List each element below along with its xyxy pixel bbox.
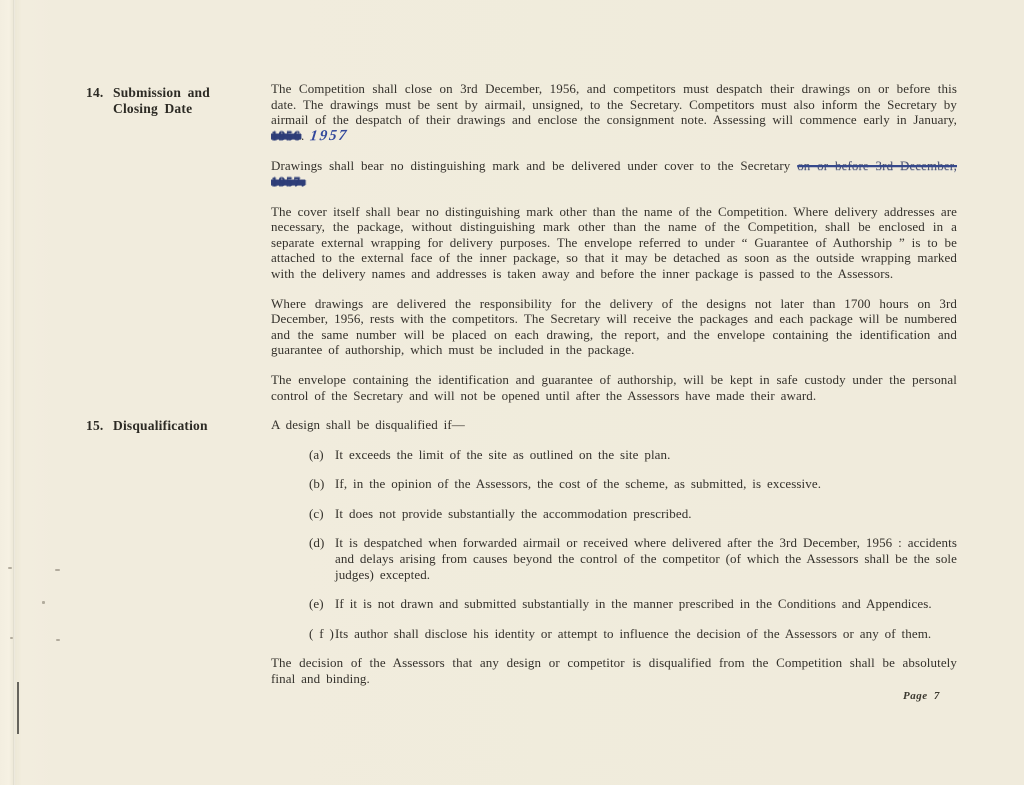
clause-a-marker: (a) [309,446,324,462]
clause-b-marker: (b) [309,476,325,492]
struck-out-phrase-date: on or before 3rd December, [797,158,957,174]
clause-d-marker: (d) [309,535,325,551]
binding-mark [17,682,19,734]
clause-e-marker: (e) [309,596,324,612]
page-fold-crease [13,0,15,785]
clause-f [271,626,957,642]
paragraph-envelope-custody: The envelope containing the identification and guarantee of authorship, will be kept in safe custody under the personal control of the Secretary and will not be opened until after the Assessors have made their award. [271,371,957,403]
paragraph-closing-date-text: The Competition shall close on 3rd December, 1956, and competitors must despatch their drawings on or before this date. The drawings must be sent by airmail, unsigned, to the Secretary. Competitors must also inform the Secretary by airmail of the despatch of their drawings and enclose the consignment note. Assessing will commence early in January, [271,81,957,128]
clause-c-marker: (c) [309,505,324,521]
binding-speck [56,639,60,641]
paragraph-no-distinguishing-mark [271,158,957,189]
section-14-number: 14. [86,85,104,100]
section-15-heading [86,418,276,434]
disqualification-intro: A design shall be disqualified if— [271,417,465,433]
paragraph-decision-final: The decision of the Assessors that any design or competitor is disqualified from the Competition shall be absolutely final and binding. [271,655,957,687]
section-14-title-line2: Closing Date [113,101,193,116]
clause-f-text: Its author shall disclose his identity or attempt to influence the decision of the Assessors or any of them. [335,625,932,641]
clause-d-text: It is despatched when forwarded airmail or received where delivered after the 3rd December, 1956 : accidents and delays arising from causes beyond the control of the competitor (of which the Assessors shall be the sole judges) excepted. [335,535,957,582]
binding-speck [10,637,13,639]
paragraph-cover-wrapping: The cover itself shall bear no distinguishing mark other than the name of the Competition. Where delivery addresses are necessary, the package, without distinguishing mark other than the name of the Competition, shall be enclosed in a separate external wrapping for delivery purposes. The envelope referred to under “ Guarantee of Authorship ” is to be attached to the external face of the inner package, so that it may be detached as soon as the outside wrapping marked with the delivery names and addresses is taken away and before the inner package is passed to the Assessors. [271,203,957,281]
clause-b-text: If, in the opinion of the Assessors, the cost of the scheme, as submitted, is excessive. [335,476,822,492]
section-15-number: 15. [86,418,104,433]
clause-a-text: It exceeds the limit of the site as outlined on the site plan. [335,446,671,462]
paragraph-no-mark-text: Drawings shall bear no distinguishing mark and be delivered under cover to the Secretary [271,158,798,174]
binding-speck [55,569,60,571]
binding-speck [42,601,45,604]
clause-c [271,506,957,522]
body-text-column [271,81,957,701]
handwritten-year-1957: 1957 [309,127,350,145]
clause-f-marker: ( f ) [309,625,334,641]
clause-b [271,476,957,492]
clause-e-text: If it is not drawn and submitted substantially in the manner prescribed in the Conditions and Appendices. [335,596,932,612]
section-14-title-line1: Submission and [113,85,210,100]
clause-c-text: It does not provide substantially the accommodation prescribed. [335,505,692,521]
clause-d [271,535,957,582]
paragraph-delivery-responsibility: Where drawings are delivered the responsibility for the delivery of the designs not later than 1700 hours on 3rd December, 1956, rests with the competitors. The Secretary will receive the packages and each package will be numbered and the same number will be placed on each drawing, the report, and the envelope containing the identification and guarantee of authorship, which must be included in the package. [271,295,957,358]
period: . [301,127,305,143]
clause-a [271,447,957,463]
clause-e [271,596,957,612]
section-14-heading [86,85,276,117]
section-15-title: Disqualification [113,418,208,433]
paragraph-closing-date [271,81,957,144]
binding-speck [8,567,12,569]
struck-out-year-1956: 1956 [271,127,301,143]
page-number: Page 7 [903,690,940,702]
struck-out-year-1957: 1957. [271,173,306,189]
